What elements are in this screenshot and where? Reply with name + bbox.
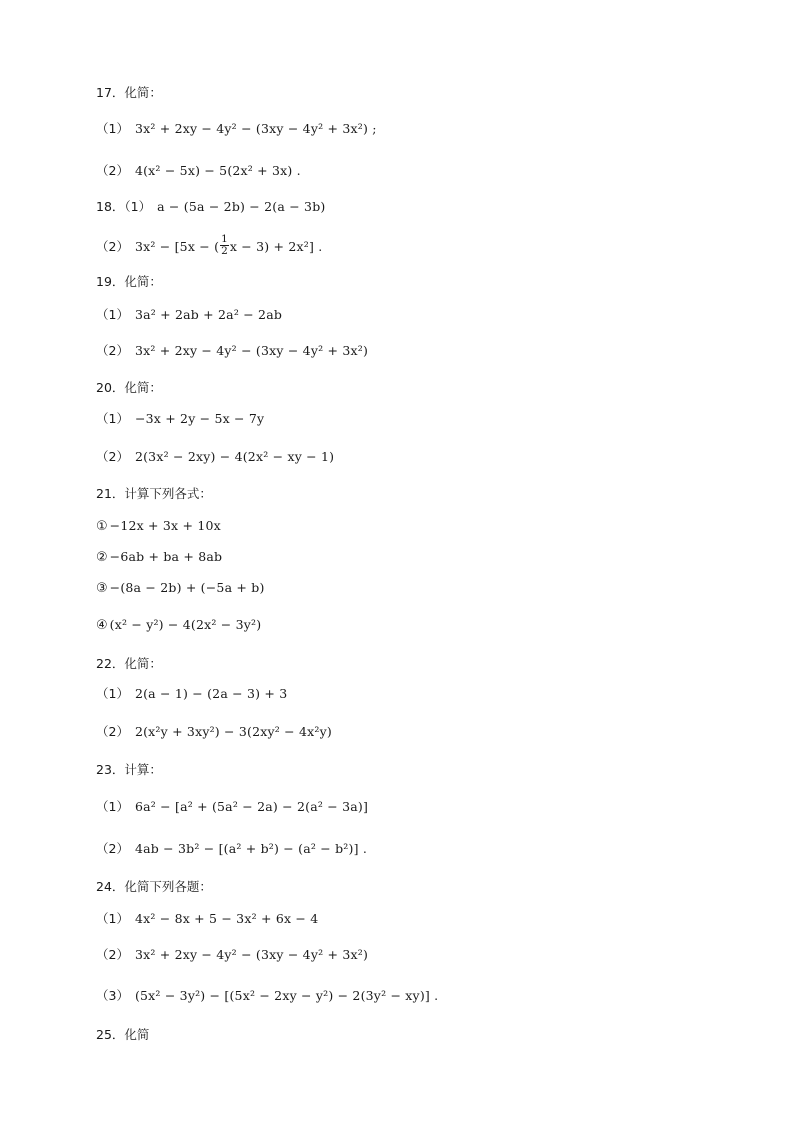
question-21-item-4 [96, 616, 261, 635]
circled-number-label: ① [96, 519, 108, 534]
expression: −12x + 3x + 10x [109, 518, 221, 533]
expression-end: x − 3) + 2x²] . [229, 239, 323, 254]
question-18-part-2 [96, 233, 323, 259]
part-label: （2） [96, 343, 129, 358]
expression: (5x² − 3y²) − [(5x² − 2xy − y²) − 2(3y² − xy)] . [134, 988, 439, 1003]
circled-number-label: ④ [96, 618, 108, 633]
question-21-item-2 [96, 548, 222, 567]
fraction-one-half [220, 234, 229, 257]
question-20-part-1 [96, 410, 264, 429]
question-18-heading: 18．（1） [96, 199, 152, 214]
question-23-part-1 [96, 798, 368, 817]
expression: −6ab + ba + 8ab [109, 549, 223, 564]
expression: (x² − y²) − 4(2x² − 3y²) [109, 617, 262, 632]
part-label: （1） [96, 307, 129, 322]
expression: 3a² + 2ab + 2a² − 2ab [134, 307, 283, 322]
question-24-part-2 [96, 946, 368, 965]
part-label: （2） [96, 724, 129, 739]
question-19-heading: 19．化简： [96, 274, 162, 289]
expression: 3x² + 2xy − 4y² − (3xy − 4y² + 3x²) [134, 947, 369, 962]
expression: a − (5a − 2b) − 2(a − 3b) [157, 199, 326, 214]
part-label: （2） [96, 841, 129, 856]
question-22-part-1 [96, 685, 287, 704]
part-label: （1） [96, 911, 129, 926]
expression: 2(x²y + 3xy²) − 3(2xy² − 4x²y) [134, 724, 332, 739]
expression: −3x + 2y − 5x − 7y [134, 411, 265, 426]
question-17-heading: 17．化简： [96, 85, 162, 100]
circled-number-label: ② [96, 550, 108, 565]
question-25-heading: 25．化简 [96, 1027, 150, 1042]
question-20-part-2 [96, 448, 334, 467]
circled-number-label: ③ [96, 581, 108, 596]
part-label: （3） [96, 988, 129, 1003]
fraction-numerator: 1 [221, 233, 228, 245]
question-20-heading: 20．化简： [96, 380, 162, 395]
expression-start: 3x² − [5x − ( [134, 239, 220, 254]
question-21-item-1 [96, 517, 221, 536]
question-24-heading: 24．化简下列各题： [96, 879, 212, 894]
expression: 2(3x² − 2xy) − 4(2x² − xy − 1) [134, 449, 335, 464]
question-24-part-1 [96, 910, 318, 929]
part-label: （1） [96, 686, 129, 701]
part-label: （1） [96, 411, 129, 426]
expression: 4ab − 3b² − [(a² + b²) − (a² − b²)] . [134, 841, 367, 856]
part-label: （2） [96, 947, 129, 962]
question-21-heading: 21．计算下列各式： [96, 486, 212, 501]
question-19-part-1 [96, 306, 282, 325]
question-23-part-2 [96, 840, 367, 859]
part-label: （1） [96, 799, 129, 814]
expression: −(8a − 2b) + (−5a + b) [109, 580, 265, 595]
question-17-part-2 [96, 162, 301, 181]
question-21-item-3 [96, 579, 265, 598]
fraction-denominator: 2 [221, 245, 228, 257]
expression: 4(x² − 5x) − 5(2x² + 3x) . [134, 163, 301, 178]
question-18-part-1 [96, 198, 325, 217]
expression: 3x² + 2xy − 4y² − (3xy − 4y² + 3x²) [134, 343, 369, 358]
expression: 6a² − [a² + (5a² − 2a) − 2(a² − 3a)] [134, 799, 369, 814]
part-label: （2） [96, 239, 129, 254]
expression: 3x² + 2xy − 4y² − (3xy − 4y² + 3x²) ; [134, 121, 377, 136]
question-22-part-2 [96, 723, 332, 742]
question-22-heading: 22．化简： [96, 656, 162, 671]
question-23-heading: 23．计算： [96, 762, 162, 777]
expression: 2(a − 1) − (2a − 3) + 3 [134, 686, 288, 701]
part-label: （2） [96, 449, 129, 464]
question-24-part-3 [96, 987, 438, 1006]
expression: 4x² − 8x + 5 − 3x² + 6x − 4 [134, 911, 319, 926]
part-label: （1） [96, 121, 129, 136]
part-label: （2） [96, 163, 129, 178]
question-19-part-2 [96, 342, 368, 361]
question-17-part-1 [96, 120, 377, 139]
